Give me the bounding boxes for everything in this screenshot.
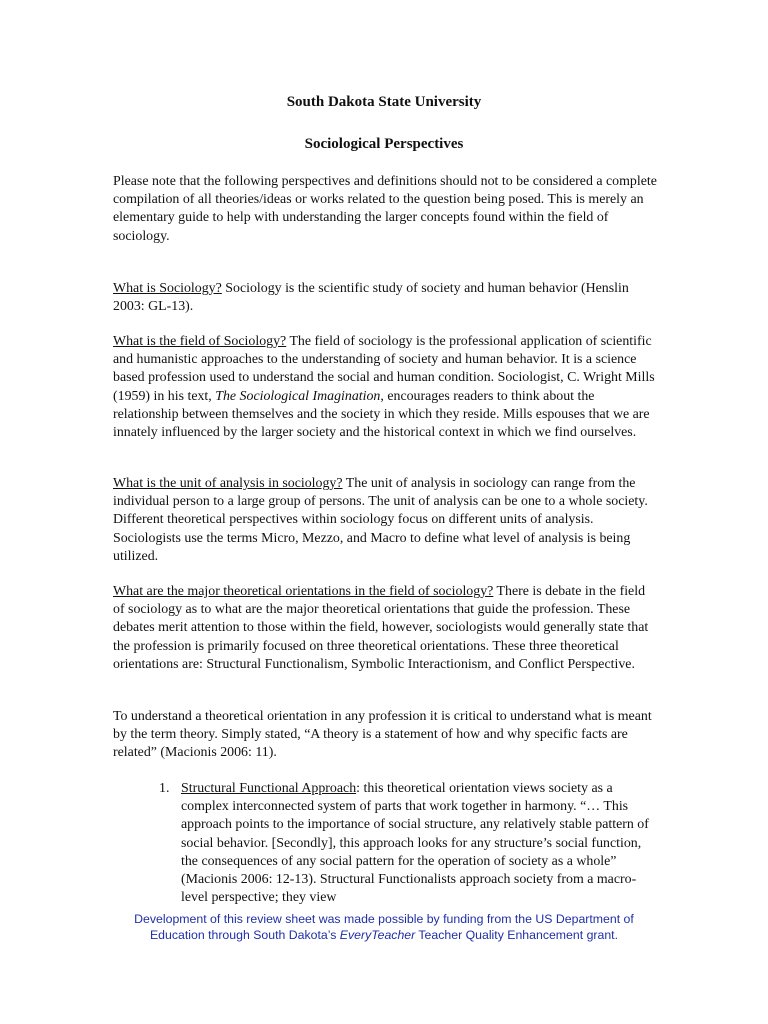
list-item-number: 1. — [159, 781, 170, 796]
major-orientations-question: What are the major theoretical orientations in the field of sociology? — [113, 584, 494, 599]
theory-paragraph: To understand a theoretical orientation in any profession it is critical to understand what is meant by the term theory. Simply stated, “A theory is a statement of how and why specific facts are related” (Macionis 2006: 11). — [113, 709, 652, 761]
field-answer-after: , encourages readers to think about the relationship between themselves and the society in which they reside. Mills espouses that we are innately influenced by the larger society and the historical context in which we find ourselves. — [113, 388, 650, 441]
footer-line-2-start: Education through South Dakota’s — [149, 928, 340, 942]
unit-of-analysis-answer: The unit of analysis in sociology can range from the individual person to a large group of persons. The unit of analysis can be one to a whole society. Different theoretical perspectives within sociology focus on different units of analysis. Sociologists use the terms Micro, Mezzo, and Macro to define what level of analysis is being utilized. — [113, 476, 648, 564]
unit-of-analysis-question: What is the unit of analysis in sociology? — [113, 476, 343, 491]
funding-footer — [0, 911, 768, 943]
list-item-body — [181, 780, 659, 907]
university-name: South Dakota State University — [286, 94, 482, 110]
page-title: Sociological Perspectives — [304, 136, 464, 152]
book-title: The Sociological Imagination — [215, 388, 381, 404]
footer-line-2-end: Teacher Quality Enhancement grant. — [415, 928, 619, 942]
what-is-sociology-question: What is Sociology? — [113, 281, 222, 296]
what-is-sociology-answer: Sociology is the scientific study of society and human behavior (Henslin 2003: GL-13). — [113, 281, 629, 315]
major-orientations-paragraph — [113, 583, 658, 674]
field-answer-before: The field of sociology is the professional application of scientific and humanistic approaches to the understanding of society and human behavior. It is a science based profession used to understand the social and human condition. Sociologist, C. Wright Mills (1959) in his text, — [113, 334, 655, 404]
major-orientations-answer: There is debate in the field of sociology as to what are the major theoretical orientations that guide the profession. These debates merit attention to those within the field, however, sociologists would generally state that the profession is primarily focused on three theoretical orientations. These three theoretical orientations are: Structural Functionalism, Symbolic Interactionism, and Conflict Perspective. — [113, 584, 649, 672]
what-is-sociology-paragraph — [113, 280, 658, 316]
field-of-sociology-question: What is the field of Sociology? — [113, 334, 287, 349]
footer-program-name: EveryTeacher — [339, 928, 416, 942]
list-item-heading: Structural Functional Approach — [181, 781, 357, 796]
footer-line-1: Development of this review sheet was made possible by funding from the US Department of — [134, 912, 634, 926]
field-of-sociology-paragraph — [113, 333, 658, 442]
unit-of-analysis-paragraph — [113, 475, 658, 566]
intro-paragraph: Please note that the following perspectives and definitions should not to be considered a complete compilation of all theories/ideas or works related to the question being posed. This is merely an elementary guide to help with understanding the larger concepts found within the field of sociology. — [113, 174, 657, 244]
footer-line-2 — [0, 927, 768, 943]
list-item-text: : this theoretical orientation views society as a complex interconnected system of parts that work together in harmony. “… This approach points to the importance of social structure, any relatively stable pattern of social behavior. [Secondly], this approach looks for any structure’s social function, the consequences of any social pattern for the operation of society as a whole” (Macionis 2006: 12-13). Structural Functionalists approach society from a macro-level perspective; they view — [181, 781, 649, 906]
